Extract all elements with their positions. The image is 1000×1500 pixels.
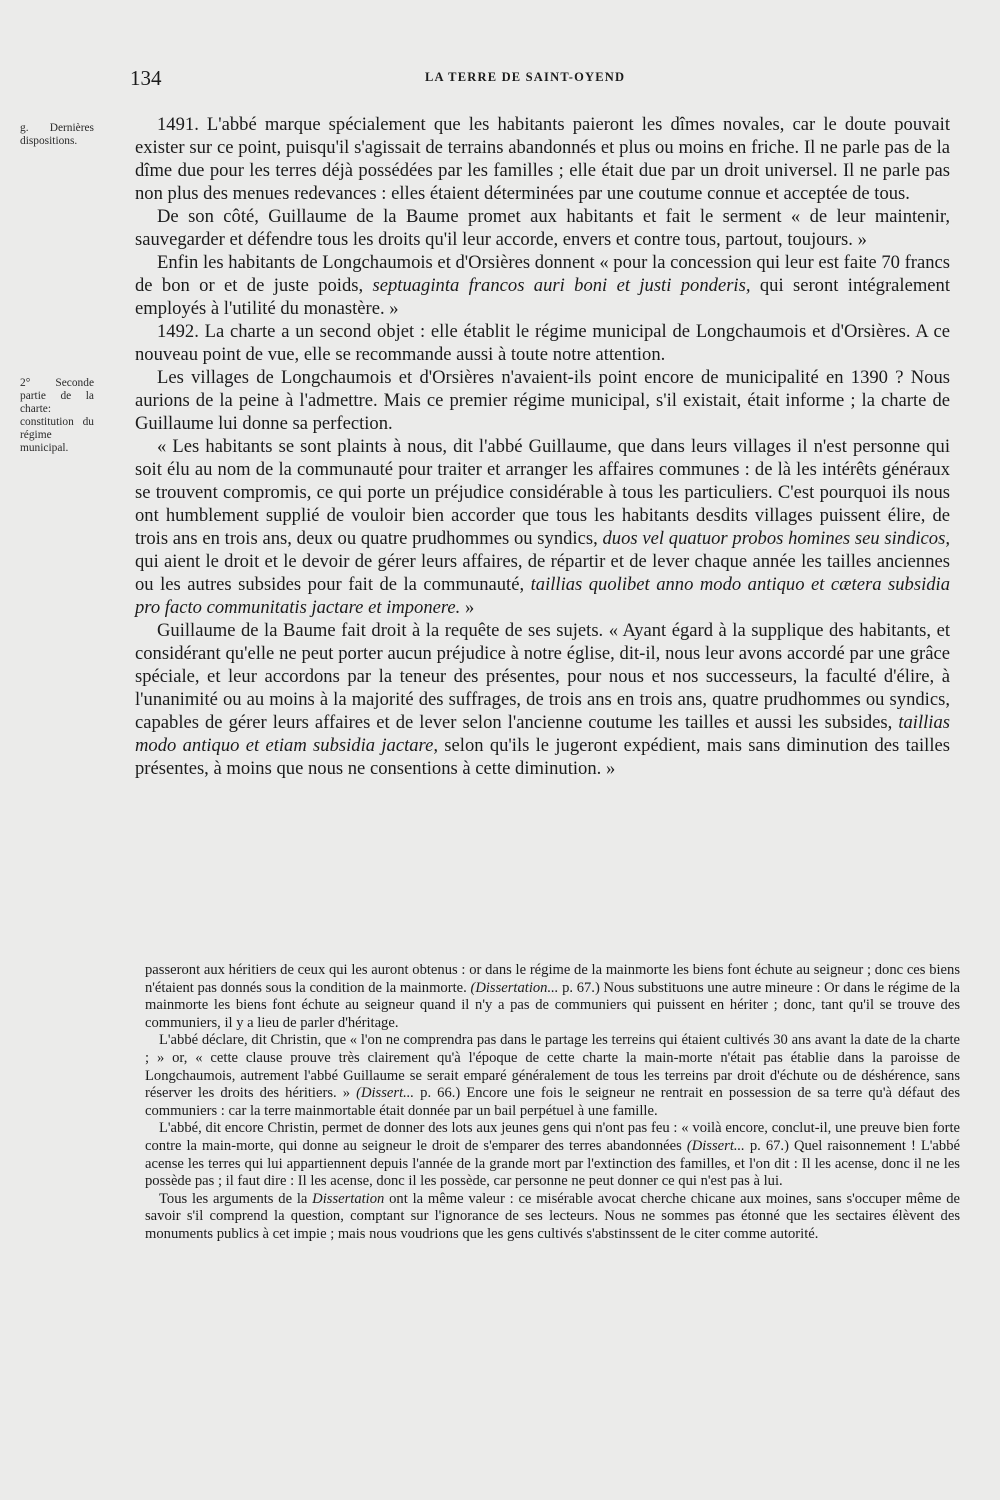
text-run: L'abbé déclare, dit Christin, que « l'on ne comprendra pas dans le partage les terreins qui étaient cultivés 30 ans avant la date de la charte ; » or, « cette clause prouve très clairement qu'à l'époque de cette charte la main-morte n'était pas établie dans la paroisse de Longchaumois, autrement l'abbé Guillaume se serait emparé généralement de tous les terreins par droit d'échute ou de déshérence, sans réserver les droits des héritiers. »	[145, 1032, 960, 1102]
footnote-paragraph	[145, 1191, 960, 1244]
running-title: LA TERRE DE SAINT-OYEND	[425, 70, 626, 84]
latin-quote: septuaginta francos auri boni et justi ponderis,	[372, 275, 751, 296]
text-run: selon qu'ils le jugeront expédient, mais sans diminution des tailles présentes, à moins que nous ne consentions à cette diminution. »	[135, 735, 950, 779]
paragraph-serment: De son côté, Guillaume de la Baume promet aux habitants et fait le serment « de leur maintenir, sauvegarder et défendre tous les droits qu'il leur accorde, envers et contre tous, partout, toujours. »	[135, 206, 950, 250]
paragraph-plainte-habitants	[135, 435, 950, 619]
text-run: qui aient le droit et le devoir de gérer leurs affaires, de répartir et de lever chaque année les tailles anciennes ou les autres subsides pour fait de la communauté,	[135, 551, 950, 595]
running-head	[130, 66, 950, 90]
text-run: Tous les arguments de la	[159, 1190, 313, 1207]
paragraph-municipalite: Les villages de Longchaumois et d'Orsières n'avaient-ils point encore de municipalité en 1390 ? Nous aurions de la peine à l'admettre. Mais ce premier régime municipal, s'il existait, était informe ; la charte de Guillaume lui donne sa perfection.	[135, 367, 950, 434]
margin-note-dernieres-dispositions: g. Dernières dispositions.	[20, 122, 94, 147]
footnote-continuation	[145, 962, 960, 1032]
paragraph-1491: 1491. L'abbé marque spécialement que les habitants paieront les dîmes novales, car le doute pouvait exister sur ce point, puisqu'il s'agissait de terrains abandonnés et plus ou moins en friche. Il ne parle pas de la dîme due pour les terres déjà possédées par les familles ; elle était due par un droit universel. Il ne parle pas non plus des menues redevances : elles étaient déterminées par une coutume connue et acceptée de tous.	[135, 114, 950, 204]
latin-quote: taillias quolibet anno modo antiquo et cætera subsidia pro facto communitatis jactare et imponere.	[135, 574, 950, 618]
text-run: »	[460, 597, 475, 618]
text-run: Guillaume de la Baume fait droit à la requête de ses sujets. « Ayant égard à la supplique des habitants, et considérant qu'elle ne peut porter aucun préjudice à notre église, dit-il, nous leur avons accordé par une grâce spéciale, et leur accordons par la teneur des présentes, pour nous et nos successeurs, la faculté d'élire, à l'unanimité ou au moins à la majorité des suffrages, de trois ans en trois ans, quatre prudhommes ou syndics, capables de gérer leurs affaires et de lever selon l'ancienne coutume les tailles et aussi les subsides,	[135, 620, 950, 733]
text-run: Enfin les habitants de Longchaumois et d'Orsières donnent « pour la concession qui leur est faite 70 francs de bon or et de juste poids,	[135, 252, 950, 296]
text-run: p. 67.) Nous substituons une autre mineure : Or dans le régime de la mainmorte les biens font échute au seigneur quand il n'y a pas de communiers qui puissent en hériter ; donc, tant qu'il se trouve des communiers, il y a lieu de parler d'héritage.	[145, 979, 960, 1031]
paragraph-requete	[135, 619, 950, 780]
footnotes	[145, 962, 960, 1244]
latin-quote: duos vel quatuor probos homines seu sindicos,	[602, 528, 950, 549]
page-number: 134	[130, 66, 162, 90]
main-text	[135, 113, 950, 780]
citation: (Dissert...	[356, 1085, 415, 1102]
text-run: L'abbé, dit encore Christin, permet de donner des lots aux jeunes gens qui n'ont pas feu : « voilà encore, conclut-il, une preuve bien forte contre la main-morte, qui donne au seigneur le droit de s'emparer des terres abandonnées	[145, 1120, 960, 1154]
text-run: p. 66.) Encore une fois le seigneur ne rentrait en possession de sa terre qu'à défaut des communiers : car la terre mainmortable était donnée par un bail perpétuel à une famille.	[145, 1085, 960, 1119]
citation: Dissertation	[312, 1190, 385, 1207]
paragraph-70-francs	[135, 251, 950, 320]
footnote-paragraph	[145, 1120, 960, 1190]
citation: (Dissert...	[686, 1137, 745, 1154]
margin-note-seconde-partie: 2° Seconde partie de la charte: constitution du régime municipal.	[20, 377, 94, 454]
footnote-paragraph	[145, 1032, 960, 1120]
text-run: « Les habitants se sont plaints à nous, dit l'abbé Guillaume, que dans leurs villages il n'est personne qui soit élu au nom de la communauté pour traiter et arranger les affaires communes : de là les intérêts généraux se trouvent compromis, ce qui porte un préjudice considérable à tous les particuliers. C'est pourquoi ils nous ont humblement supplié de vouloir bien accorder que tous les habitants desdits villages puissent élire, de trois ans en trois ans, deux ou quatre prudhommes ou syndics,	[135, 436, 950, 549]
text-run: ont la même valeur : ce misérable avocat cherche chicane aux moines, sans s'occuper même de savoir s'il comprend la question, comptant sur l'ignorance de ses lecteurs. Nous ne sommes pas étonné que les sectaires élèvent des monuments publics à cet impie ; mais nous voudrions que les gens cultivés s'abstinssent de le citer comme autorité.	[145, 1190, 960, 1242]
latin-quote: taillias modo antiquo et etiam subsidia jactare,	[135, 712, 950, 756]
text-run: passeront aux héritiers de ceux qui les auront obtenus : or dans le régime de la mainmorte les biens font échute au seigneur ; donc ces biens n'étaient pas donnés sous la condition de la mainmorte.	[145, 962, 960, 996]
text-run: p. 67.) Quel raisonnement ! L'abbé acense les terres qui lui appartiennent depuis l'année de la grande mort par l'extinction des familles, et l'on dit : Il les acense, donc il ne les possède pas ; il faut dire : Il les acense, donc il les possède, car personne ne peut donner ce qui n'est pas à lui.	[145, 1137, 960, 1190]
paragraph-1492: 1492. La charte a un second objet : elle établit le régime municipal de Longchaumois et d'Orsières. A ce nouveau point de vue, elle se recommande aussi à toute notre attention.	[135, 321, 950, 365]
text-run: qui seront intégralement employés à l'utilité du monastère. »	[135, 275, 950, 319]
citation: (Dissertation...	[470, 979, 559, 996]
